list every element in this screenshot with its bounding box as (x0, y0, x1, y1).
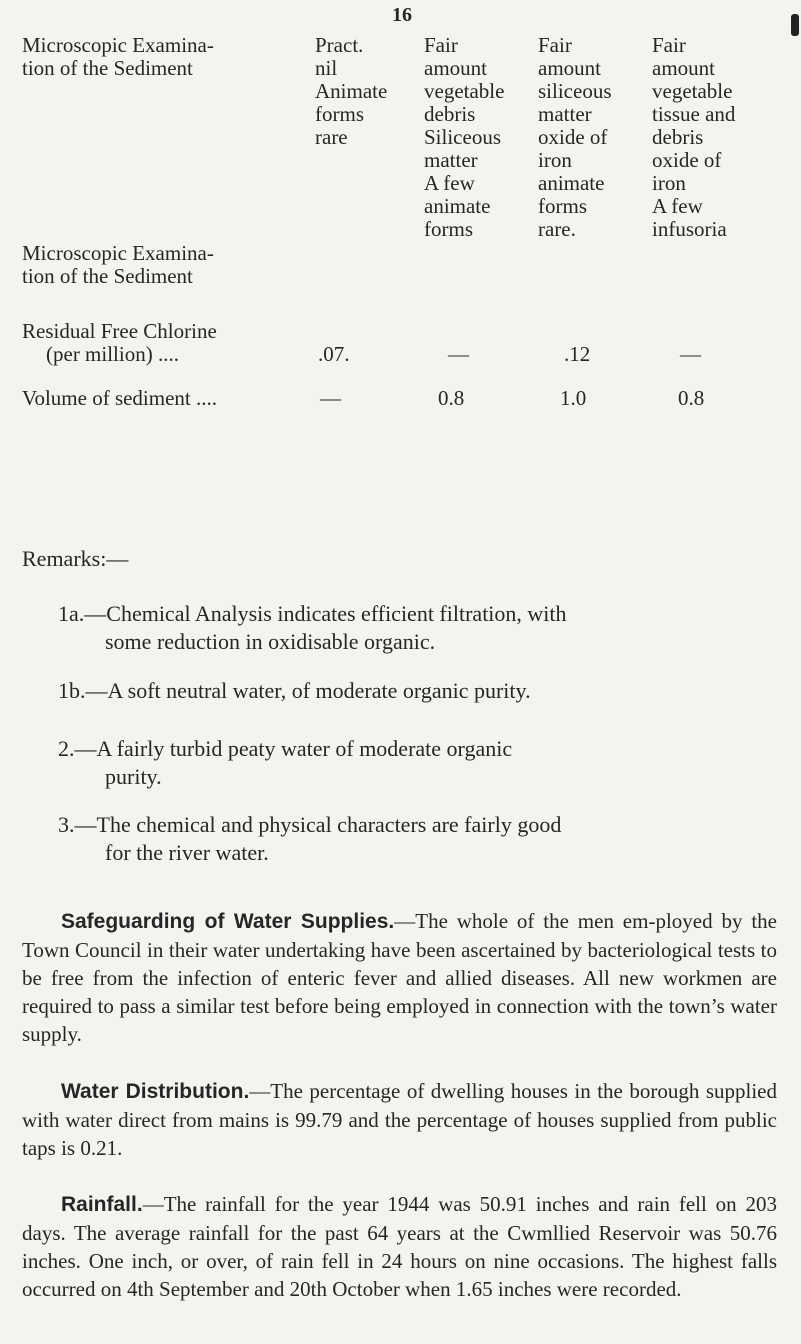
section-rainfall (22, 1190, 777, 1303)
sediment-value-fair-2: 1.0 (560, 386, 587, 410)
section-heading: Rainfall. (61, 1193, 143, 1216)
chlorine-value-fair-3: — (680, 342, 701, 366)
page-number: 16 (392, 4, 412, 26)
section-body: —The percentage of dwelling houses in the borough supplied with water direct from mains is 99.79 and the percentage of houses supplied from public taps is 0.21. (22, 1079, 777, 1160)
section-water-distribution (22, 1077, 777, 1162)
section-heading: Water Distribution. (61, 1080, 250, 1103)
chlorine-value-fair-1: — (448, 342, 469, 366)
row-label-chlorine: Residual Free Chlorine (per million) .... (22, 319, 217, 366)
row-label-sediment: Volume of sediment .... (22, 386, 218, 410)
remarks-heading: Remarks:— (22, 546, 129, 571)
sediment-value-fair-1: 0.8 (438, 386, 465, 410)
remark-1a: 1a.—Chemical Analysis indicates efficient filtration, with some reduction in oxidisable organic. (58, 601, 567, 654)
remark-1b: 1b.—A soft neutral water, of moderate organic purity. (58, 678, 531, 703)
chlorine-value-pract: .07. (318, 342, 350, 366)
section-safeguarding (22, 907, 777, 1048)
col-fair-2: Fair amount siliceous matter oxide of iron animate forms rare. (538, 33, 612, 241)
section-body: —The rainfall for the year 1944 was 50.91 inches and rain fell on 203 days. The average rainfall for the past 64 years at the Cwmllied Reservoir was 50.76 inches. One inch, or over, of rain fell in 24 hours on nine occasions. The highest falls occurred on 4th September and 20th October when 1.65 inches were recorded. (22, 1192, 777, 1301)
remark-2: 2.—A fairly turbid peaty water of moderate organic purity. (58, 736, 513, 789)
remark-3: 3.—The chemical and physical characters are fairly good for the river water. (58, 812, 562, 865)
row-label-microscopic: Microscopic Examina- tion of the Sediment (22, 33, 214, 80)
col-fair-3: Fair amount vegetable tissue and debris oxide of iron A few infusoria (652, 33, 736, 241)
section-body: —The whole of the men em-ployed by the Town Council in their water undertaking have been ascertained by bacteriological tests to be free from the infection of enteric fever and allied diseases. All new workmen are required to pass a similar test before being employed in connection with the town’s water supply. (22, 909, 777, 1046)
chlorine-value-fair-2: .12 (564, 342, 591, 366)
margin-mark (791, 14, 799, 36)
col-pract: Pract. nil Animate forms rare (315, 33, 388, 149)
sediment-value-fair-3: 0.8 (678, 386, 705, 410)
section-heading: Safeguarding of Water Supplies. (61, 910, 395, 933)
col-fair-1: Fair amount vegetable debris Siliceous matter A few animate forms (424, 33, 505, 241)
sediment-value-pract: — (320, 386, 341, 410)
row-label-microscopic-repeat: Microscopic Examina- tion of the Sediment (22, 241, 214, 288)
